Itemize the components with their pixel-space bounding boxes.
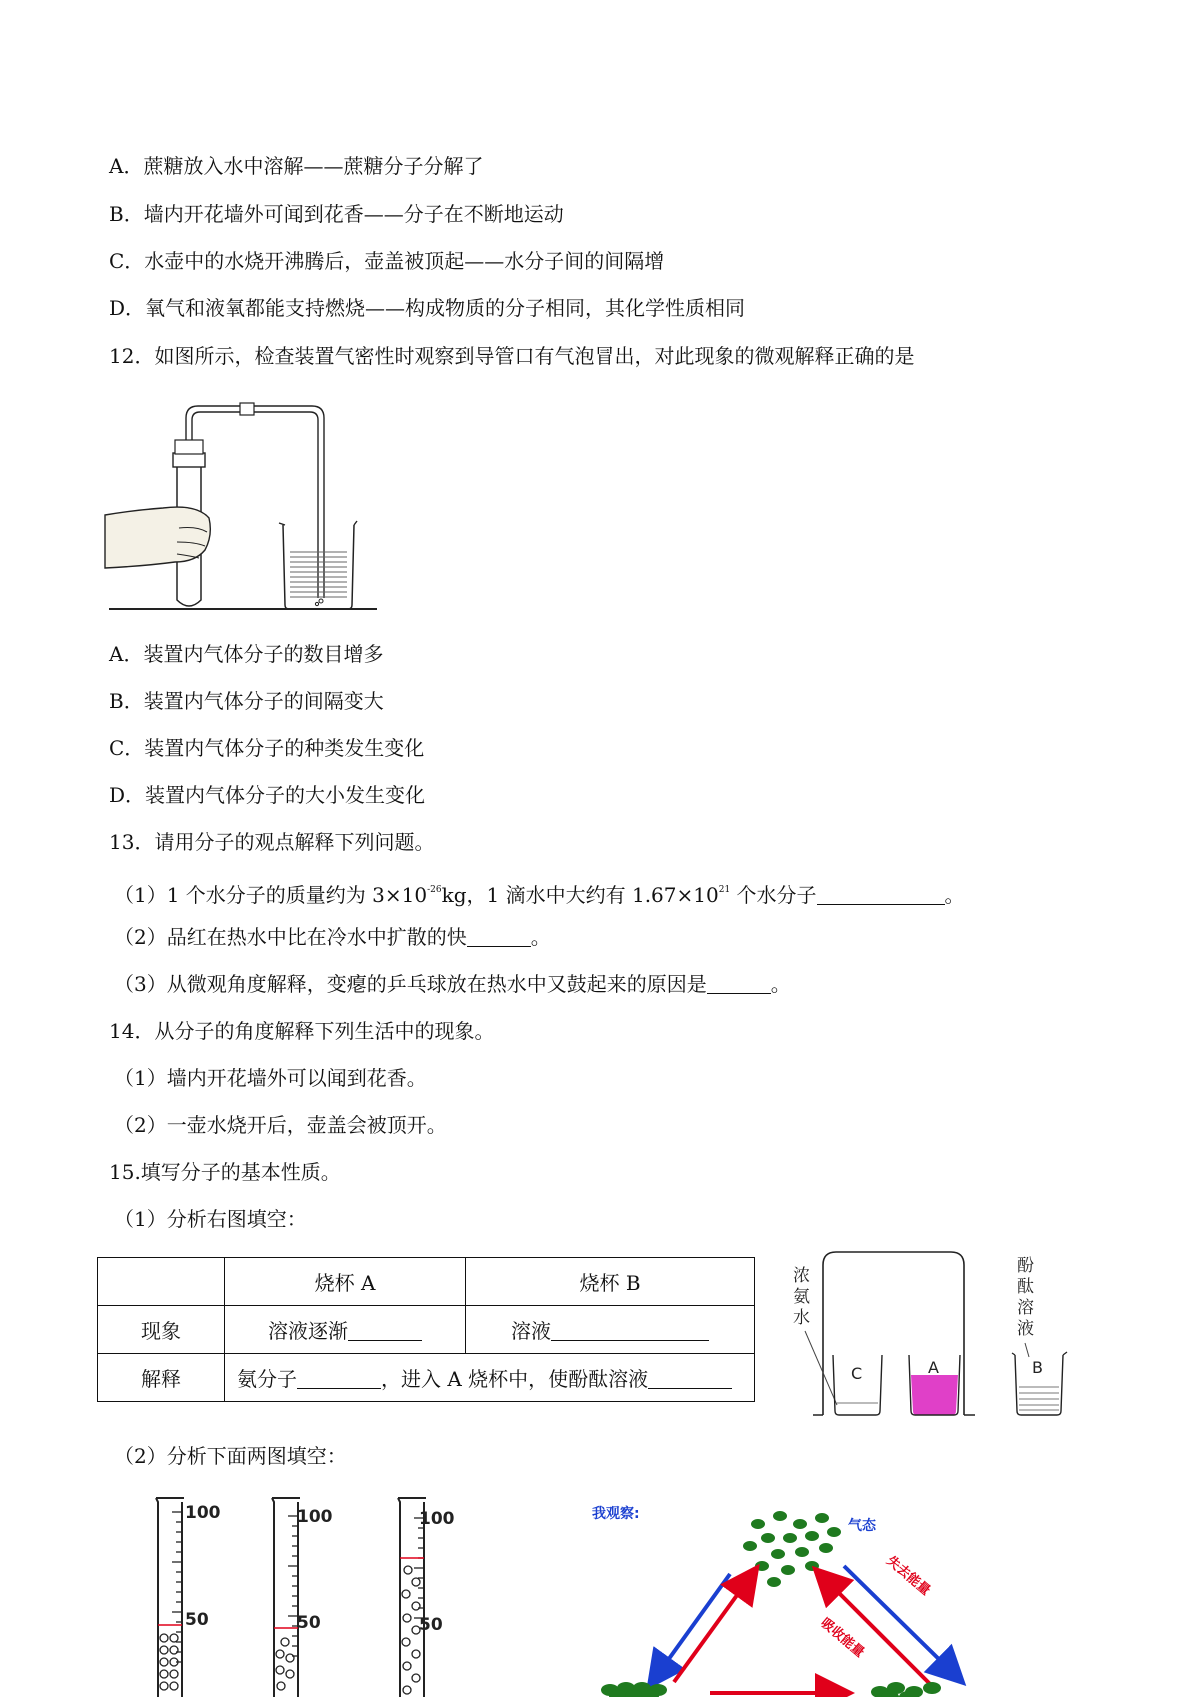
gas-state-label: 气态: [848, 1518, 876, 1534]
right-label-char-1: 酚: [1017, 1256, 1034, 1276]
beaker-a-label: A: [928, 1358, 939, 1377]
explanation-text-b: ，进入 A 烧杯中，使酚酞溶液: [381, 1367, 649, 1391]
table-row: [98, 1306, 755, 1354]
airtightness-apparatus-figure: [105, 390, 385, 615]
left-label-char-2: 氨: [793, 1287, 810, 1307]
lose-energy-label: 失去能量: [883, 1553, 933, 1599]
graduated-cylinder-2: [272, 1498, 333, 1697]
explanation-blank-1[interactable]: [297, 1368, 381, 1389]
q12-option-b: B．装置内气体分子的间隔变大: [109, 689, 384, 713]
q11-option-b: B．墙内开花墙外可闻到花香——分子在不断地运动: [109, 202, 564, 226]
graduated-cylinders-figure: [150, 1494, 460, 1697]
liquid-molecules: [871, 1682, 941, 1697]
q13-part2-text: （2）品红在热水中比在冷水中扩散的快: [114, 925, 467, 949]
table-header-beaker-a: 烧杯 A: [225, 1258, 466, 1306]
phenomenon-a-blank[interactable]: [348, 1320, 422, 1341]
table-row: [98, 1258, 755, 1306]
right-label-char-3: 溶: [1017, 1298, 1034, 1318]
q14-part2: （2）一壶水烧开后，壶盖会被顶开。: [114, 1113, 447, 1137]
graduated-cylinder-1: [156, 1498, 221, 1697]
phenomenon-b-text: 溶液: [511, 1319, 551, 1343]
q13-part3: [114, 972, 791, 996]
q12-stem: 12．如图所示，检查装置气密性时观察到导管口有气泡冒出，对此现象的微观解释正确的是: [109, 344, 915, 368]
absorb-energy-label: 吸收能量: [817, 1615, 867, 1661]
table-header-beaker-b: 烧杯 B: [466, 1258, 755, 1306]
phenomenon-b-blank[interactable]: [551, 1320, 709, 1341]
graduated-cylinder-3: [398, 1498, 455, 1697]
q13-part2: [114, 925, 551, 949]
states-of-matter-diagram: [590, 1494, 990, 1697]
table-cell-phenomenon-a: [225, 1306, 466, 1354]
q13-part1-text-a: （1）1 个水分子的质量约为 3×10: [114, 883, 428, 907]
explanation-blank-2[interactable]: [648, 1368, 732, 1389]
q15-part2: （2）分析下面两图填空：: [114, 1444, 347, 1468]
q13-part1-exponent-2: 21: [718, 885, 731, 895]
q13-part2-blank[interactable]: [467, 926, 531, 947]
table-cell-explanation: [225, 1354, 755, 1402]
q11-option-c: C．水壶中的水烧开沸腾后，壶盖被顶起——水分子间的间隔增: [109, 249, 665, 273]
q13-part3-blank[interactable]: [707, 973, 771, 994]
right-label-char-2: 酞: [1017, 1277, 1034, 1297]
q12-option-a: A．装置内气体分子的数目增多: [109, 642, 384, 666]
q14-part1: （1）墙内开花墙外可以闻到花香。: [114, 1066, 427, 1090]
q13-part1-blank[interactable]: [817, 884, 945, 905]
ammonia-diffusion-figure: [783, 1245, 1088, 1420]
beaker-b-label: B: [1032, 1358, 1043, 1377]
q13-part1-end: 。: [944, 883, 965, 907]
observe-title: 我观察:: [592, 1506, 640, 1522]
q13-part1-text-b: kg，1 滴水中大约有 1.67×10: [441, 883, 719, 907]
right-label-char-4: 液: [1017, 1319, 1034, 1339]
q15-table: [97, 1257, 755, 1402]
cyl3-mark-50: 50: [419, 1615, 443, 1635]
phenomenon-a-text: 溶液逐渐: [268, 1319, 348, 1343]
q13-part2-end: 。: [530, 925, 551, 949]
q13-stem: 13．请用分子的观点解释下列问题。: [109, 830, 435, 854]
q15-stem: 15.填写分子的基本性质。: [109, 1160, 341, 1184]
gas-molecules: [743, 1511, 841, 1587]
q12-option-c: C．装置内气体分子的种类发生变化: [109, 736, 425, 760]
q15-part1: （1）分析右图填空：: [114, 1207, 307, 1231]
q13-part1-text-c: 个水分子: [730, 883, 817, 907]
table-corner-cell: [98, 1258, 225, 1306]
q13-part1: [114, 878, 965, 907]
table-row-label-phenomenon: 现象: [98, 1306, 225, 1354]
q11-option-a: A．蔗糖放入水中溶解——蔗糖分子分解了: [109, 154, 484, 178]
table-row: [98, 1354, 755, 1402]
q13-part1-exponent-1: -26: [427, 885, 442, 895]
left-label-char-3: 水: [793, 1308, 810, 1328]
explanation-text-a: 氨分子: [237, 1367, 297, 1391]
left-label-char-1: 浓: [793, 1266, 810, 1286]
table-cell-phenomenon-b: [466, 1306, 755, 1354]
q13-part3-text: （3）从微观角度解释，变瘪的乒乓球放在热水中又鼓起来的原因是: [114, 972, 707, 996]
q13-part3-end: 。: [770, 972, 791, 996]
q14-stem: 14．从分子的角度解释下列生活中的现象。: [109, 1019, 495, 1043]
cyl2-mark-50: 50: [297, 1613, 321, 1633]
cyl2-mark-100: 100: [297, 1507, 333, 1527]
beaker-c-label: C: [851, 1364, 863, 1383]
q12-option-d: D．装置内气体分子的大小发生变化: [109, 783, 426, 807]
table-row-label-explanation: 解释: [98, 1354, 225, 1402]
q11-option-d: D．氧气和液氧都能支持燃烧——构成物质的分子相同，其化学性质相同: [109, 296, 746, 320]
solid-molecules: [601, 1682, 667, 1697]
cyl1-mark-100: 100: [185, 1503, 221, 1523]
cyl1-mark-50: 50: [185, 1610, 209, 1630]
cyl3-mark-100: 100: [419, 1509, 455, 1529]
